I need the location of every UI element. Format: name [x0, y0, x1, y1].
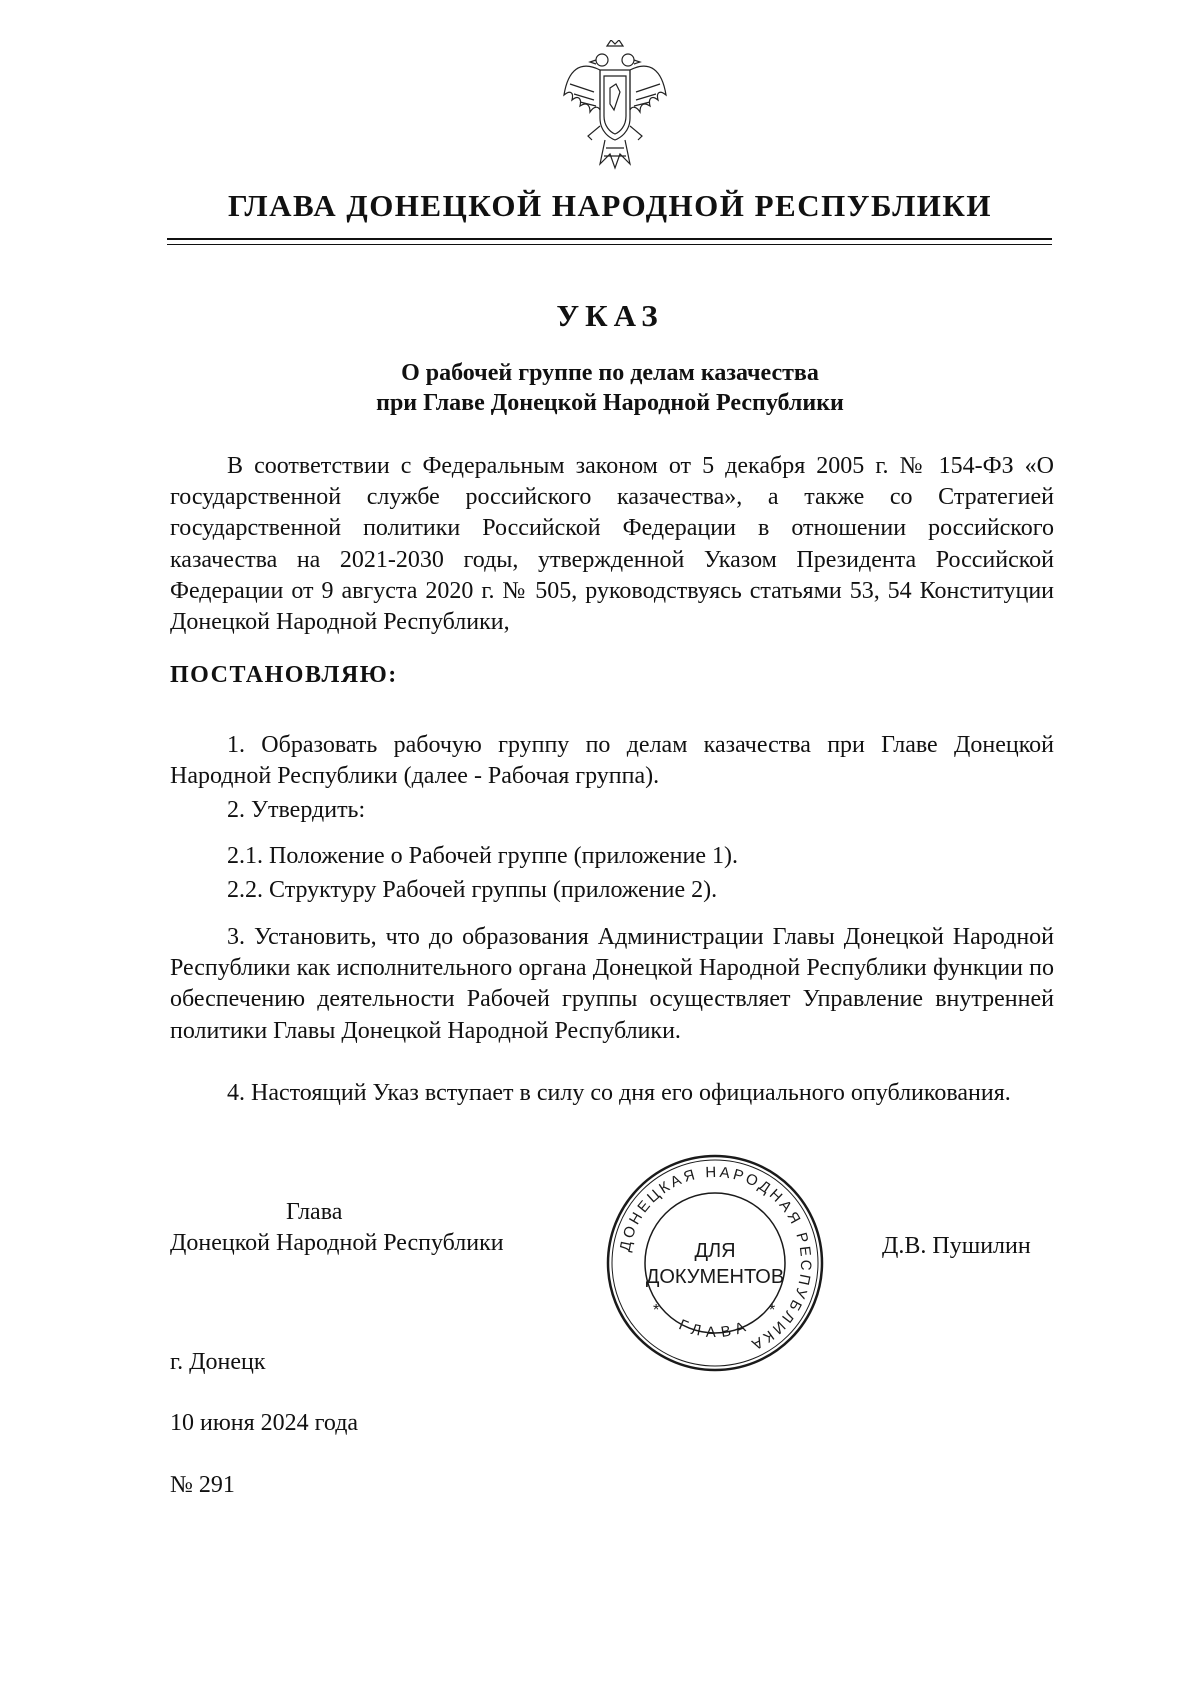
seal-star-right: *	[769, 1302, 776, 1319]
issue-place: г. Донецк	[170, 1349, 266, 1375]
header-rule-thick	[167, 238, 1052, 240]
seal-center-line-1: ДЛЯ	[694, 1240, 736, 1262]
decree-item-3: 3. Установить, что до образования Администрации Главы Донецкой Народной Республики как исполнительного органа Донецкой Народной Республики функции по обеспечению деятельности Рабочей группы осуществляет Управление внутренней политики Главы Донецкой Народной Республики.	[170, 924, 1054, 1044]
signatory-title-line-1: Глава	[286, 1199, 343, 1225]
header-rule-thin	[167, 244, 1052, 245]
issuing-authority-title: ГЛАВА ДОНЕЦКОЙ НАРОДНОЙ РЕСПУБЛИКИ	[227, 188, 993, 223]
dpr-coat-of-arms-icon	[560, 40, 670, 180]
issue-date: 10 июня 2024 года	[170, 1410, 359, 1436]
seal-center-line-2: ДОКУМЕНТОВ	[645, 1266, 785, 1288]
seal-inner-ring	[645, 1193, 785, 1333]
seal-star-left: *	[653, 1302, 660, 1319]
signatory-title-line-2: Донецкой Народной Республики	[170, 1230, 504, 1256]
document-type: УКАЗ	[556, 298, 664, 333]
decree-item-2-2: 2.2. Структуру Рабочей группы (приложение 2).	[227, 877, 718, 903]
preamble-paragraph: В соответствии с Федеральным законом от 5 декабря 2005 г. № 154-ФЗ «О государственной службе российского казачества», а также со Стратегией государственной политики Российской Федерации в отношении российского казачества на 2021-2030 годы, утвержденной Указом Президента Российской Федерации от 9 августа 2020 г. № 505, руководствуясь статьями 53, 54 Конституции Донецкой Народной Республики,	[170, 453, 1054, 636]
decree-item-1: 1. Образовать рабочую группу по делам казачества при Главе Донецкой Народной Республики (далее - Рабочая группа).	[170, 732, 1054, 790]
document-number: № 291	[170, 1472, 235, 1498]
official-seal	[605, 1153, 825, 1373]
document-subject-line-1: О рабочей группе по делам казачества	[401, 360, 819, 386]
decree-item-2-1: 2.1. Положение о Рабочей группе (приложение 1).	[227, 843, 738, 869]
seal-outer-text: ДОНЕЦКАЯ НАРОДНАЯ РЕСПУБЛИКА	[616, 1163, 815, 1355]
seal-bottom-text: ГЛАВА	[676, 1316, 754, 1342]
signatory-name: Д.В. Пушилин	[882, 1233, 1031, 1259]
document-subject-line-2: при Главе Донецкой Народной Республики	[376, 390, 844, 416]
decree-word: ПОСТАНОВЛЯЮ:	[170, 662, 398, 688]
decree-item-2: 2. Утвердить:	[227, 797, 366, 823]
decree-item-4: 4. Настоящий Указ вступает в силу со дня его официального опубликования.	[227, 1080, 1011, 1106]
